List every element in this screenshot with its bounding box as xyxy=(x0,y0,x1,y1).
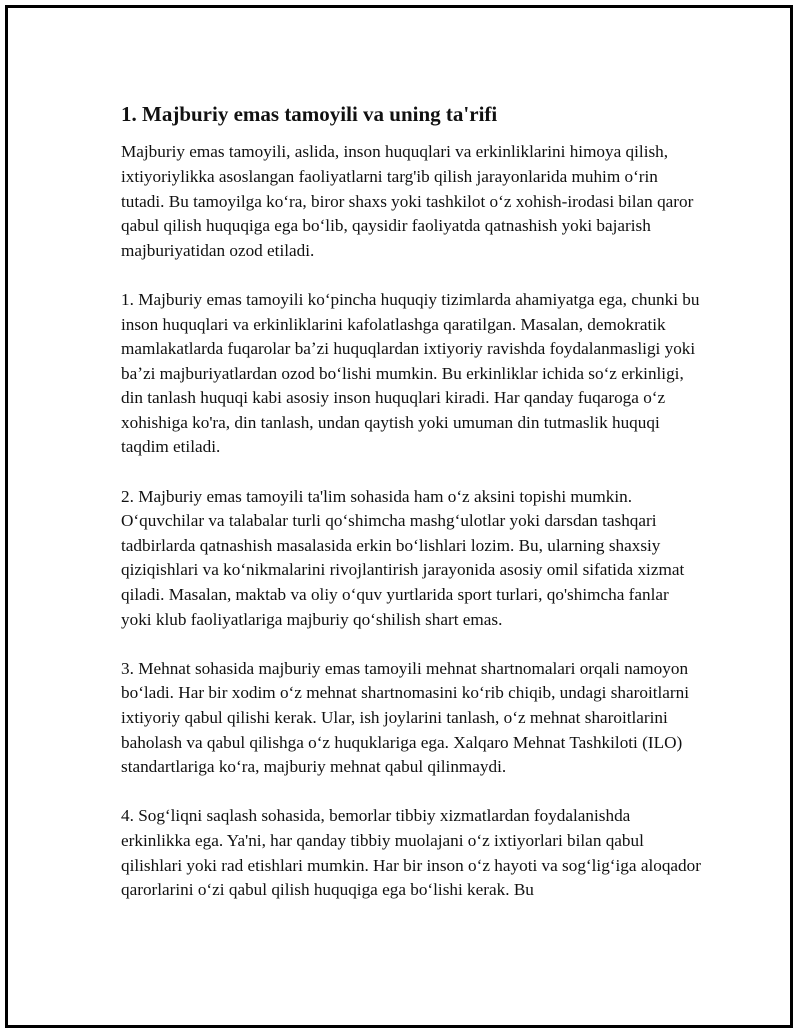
page-frame xyxy=(5,5,793,1028)
paragraph-3: 3. Mehnat sohasida majburiy emas tamoyili mehnat shartnomalari orqali namoyon boʻladi. Har bir xodim oʻz mehnat shartnomasini koʻrib chiqib, undagi sharoitlarni ixtiyoriy qabul qilishi kerak. Ular, ish joylarini tanlash, oʻz mehnat sharoitlarini baholash va qabul qilishga oʻz huquklariga ega. Xalqaro Mehnat Tashkiloti (ILO) standartlariga koʻra, majburiy mehnat qabul qilinmaydi. xyxy=(121,658,690,777)
paragraph-intro: Majburiy emas tamoyili, aslida, inson huquqlari va erkinliklarini himoya qilish, ixtiyoriylikka asoslangan faoliyatlarni targ'ib qilish jarayonlarida muhim oʻrin tutadi. Bu tamoyilga koʻra, biror shaxs yoki tashkilot oʻz xohish-irodasi bilan qaror qabul qilish huquqiga ega boʻlib, qaysidir faoliyatda qatnashish yoki bajarish majburiyatidan ozod etiladi. xyxy=(121,142,694,260)
document-body xyxy=(121,100,701,927)
paragraph-2: 2. Majburiy emas tamoyili ta'lim sohasida ham oʻz aksini topishi mumkin. Oʻquvchilar va talabalar turli qoʻshimcha mashgʻulotlar yoki darsdan tashqari tadbirlarda qatnashish masalasida erkin boʻlishlari lozim. Bu, ularning shaxsiy qiziqishlari va koʻnikmalarini rivojlantirish jarayonida asosiy omil sifatida xizmat qiladi. Masalan, maktab va oliy oʻquv yurtlarida sport turlari, qo'shimcha fanlar yoki klub faoliyatlariga majburiy qoʻshilish shart emas. xyxy=(121,486,685,629)
paragraph-4: 4. Sogʻliqni saqlash sohasida, bemorlar tibbiy xizmatlardan foydalanishda erkinlikka ega. Ya'ni, har qanday tibbiy muolajani oʻz ixtiyorlari bilan qabul qilishlari yoki rad etishlari mumkin. Har bir inson oʻz hayoti va sogʻligʻiga aloqador qarorlarini oʻzi qabul qilish huquqiga ega boʻlishi kerak. Bu xyxy=(121,806,701,900)
paragraph-1: 1. Majburiy emas tamoyili koʻpincha huquqiy tizimlarda ahamiyatga ega, chunki bu inson huquqlari va erkinliklarini kafolatlashga qaratilgan. Masalan, demokratik mamlakatlarda fuqarolar baʼzi huquqlardan ixtiyoriy ravishda foydalanmasligi yoki baʼzi majburiyatlardan ozod boʻlishi mumkin. Bu erkinliklar ichida soʻz erkinligi, din tanlash huquqi kabi asosiy inson huquqlari kiradi. Har qanday fuqaroga oʻz xohishiga ko'ra, din tanlash, undan qaytish yoki umuman din tutmaslik huquqi taqdim etiladi. xyxy=(121,289,700,457)
document-title: 1. Majburiy emas tamoyili va uning ta'rifi xyxy=(121,102,498,126)
